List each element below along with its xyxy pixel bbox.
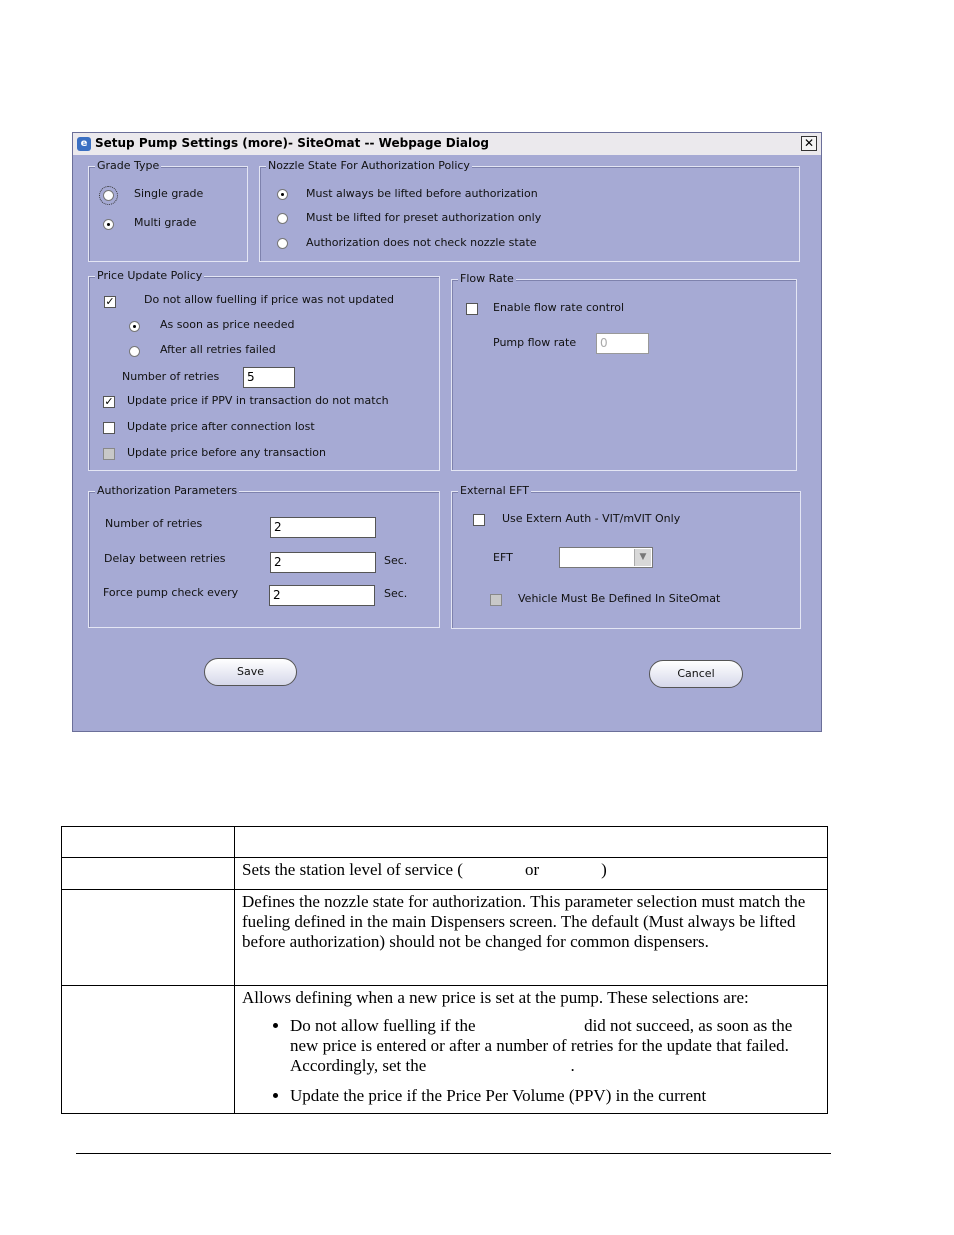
- bullet-list: [242, 1016, 820, 1106]
- title-bar: [73, 133, 821, 155]
- param-cell: [62, 890, 235, 986]
- nozzle-no-check-radio[interactable]: [277, 238, 288, 249]
- delay-unit: Sec.: [384, 554, 408, 567]
- list-item: [290, 1016, 820, 1076]
- before-tx-label: Update price before any transaction: [127, 446, 326, 459]
- bullet-text: did not succeed, as soon as the new price is entered or after a number of retries for the update that failed. Accordingly, set the: [290, 1016, 793, 1075]
- price-update-legend: Price Update Policy: [97, 269, 203, 282]
- force-check-unit: Sec.: [384, 587, 408, 600]
- bullet-text: Do not allow fuelling if the: [290, 1016, 476, 1035]
- header-cell: [62, 827, 235, 858]
- pump-flow-input[interactable]: 0: [596, 333, 649, 354]
- desc-cell: [235, 986, 828, 1114]
- nozzle-preset-lifted-radio[interactable]: [277, 213, 288, 224]
- force-check-input[interactable]: 2: [269, 585, 375, 606]
- multi-grade-radio[interactable]: [103, 219, 114, 230]
- desc-cell: Defines the nozzle state for authorization. This parameter selection must match the fueling defined in the main Dispensers screen. The default (Must always be lifted before authorization) should not be changed for common dispensers.: [235, 890, 828, 986]
- ppv-label: Update price if PPV in transaction do not match: [127, 394, 389, 407]
- vehicle-checkbox[interactable]: [490, 594, 502, 606]
- use-extern-checkbox[interactable]: [473, 514, 485, 526]
- auth-retries-label: Number of retries: [105, 517, 203, 530]
- grade-type-group: [88, 159, 248, 262]
- multi-grade-label: Multi grade: [134, 216, 197, 229]
- force-check-label: Force pump check every: [103, 586, 239, 599]
- param-cell: [62, 986, 235, 1114]
- table-row: [62, 890, 828, 986]
- desc-text: or: [524, 860, 540, 879]
- table-header-row: [62, 827, 828, 858]
- conn-lost-label: Update price after connection lost: [127, 420, 315, 433]
- header-cell: [235, 827, 828, 858]
- desc-cell: [235, 858, 828, 890]
- dialog-title: Setup Pump Settings (more)- SiteOmat -- Webpage Dialog: [95, 136, 489, 150]
- bullet-text: Update the price if the Price Per Volume (PPV) in the current: [290, 1086, 707, 1105]
- price-retries-label: Number of retries: [122, 370, 220, 383]
- footer-divider: [76, 1153, 831, 1154]
- chevron-down-icon[interactable]: ▼: [634, 549, 651, 566]
- pump-flow-label: Pump flow rate: [493, 336, 577, 349]
- delay-input[interactable]: 2: [270, 552, 376, 573]
- close-button[interactable]: ✕: [801, 136, 817, 151]
- table-row: [62, 858, 828, 890]
- eft-select[interactable]: [559, 547, 653, 568]
- param-cell: [62, 858, 235, 890]
- single-grade-label: Single grade: [134, 187, 204, 200]
- price-retries-input[interactable]: 5: [243, 367, 295, 388]
- nozzle-state-group: [259, 159, 800, 262]
- asap-label: As soon as price needed: [160, 318, 295, 331]
- asap-radio[interactable]: [129, 321, 140, 332]
- enable-flow-label: Enable flow rate control: [493, 301, 625, 314]
- external-eft-group: [451, 484, 801, 629]
- price-update-group: [88, 269, 440, 471]
- nozzle-always-lifted-label: Must always be lifted before authorization: [306, 187, 538, 200]
- delay-label: Delay between retries: [104, 552, 226, 565]
- desc-text: ): [601, 860, 607, 879]
- after-retries-label: After all retries failed: [160, 343, 276, 356]
- desc-text: Sets the station level of service (: [242, 860, 463, 879]
- nozzle-preset-lifted-label: Must be lifted for preset authorization only: [306, 211, 542, 224]
- setup-pump-dialog: [72, 132, 822, 732]
- enable-flow-checkbox[interactable]: [466, 303, 478, 315]
- auth-params-legend: Authorization Parameters: [97, 484, 238, 497]
- browser-icon: e: [77, 137, 91, 151]
- nozzle-state-legend: Nozzle State For Authorization Policy: [268, 159, 470, 172]
- auth-retries-input[interactable]: 2: [270, 517, 376, 538]
- no-fuel-checkbox[interactable]: ✓: [105, 295, 115, 308]
- cancel-button[interactable]: Cancel: [649, 660, 743, 688]
- nozzle-no-check-label: Authorization does not check nozzle state: [306, 236, 537, 249]
- single-grade-radio[interactable]: [103, 190, 114, 201]
- auth-params-group: [88, 484, 440, 628]
- flow-rate-group: [451, 272, 797, 471]
- ppv-checkbox[interactable]: ✓: [104, 395, 114, 408]
- after-retries-radio[interactable]: [129, 346, 140, 357]
- flow-rate-legend: Flow Rate: [460, 272, 514, 285]
- save-button[interactable]: Save: [204, 658, 297, 686]
- external-eft-legend: External EFT: [460, 484, 529, 497]
- table-row: [62, 986, 828, 1114]
- parameter-table: [61, 826, 828, 1114]
- no-fuel-label: Do not allow fuelling if price was not updated: [144, 293, 395, 306]
- use-extern-label: Use Extern Auth - VIT/mVIT Only: [502, 512, 681, 525]
- nozzle-always-lifted-radio[interactable]: [277, 189, 288, 200]
- eft-label: EFT: [493, 551, 513, 564]
- list-item: [290, 1086, 820, 1106]
- grade-type-legend: Grade Type: [97, 159, 160, 172]
- conn-lost-checkbox[interactable]: [103, 422, 115, 434]
- desc-intro: Allows defining when a new price is set at the pump. These selections are:: [242, 988, 749, 1007]
- vehicle-label: Vehicle Must Be Defined In SiteOmat: [518, 592, 721, 605]
- bullet-text: .: [570, 1056, 575, 1075]
- before-tx-checkbox[interactable]: [103, 448, 115, 460]
